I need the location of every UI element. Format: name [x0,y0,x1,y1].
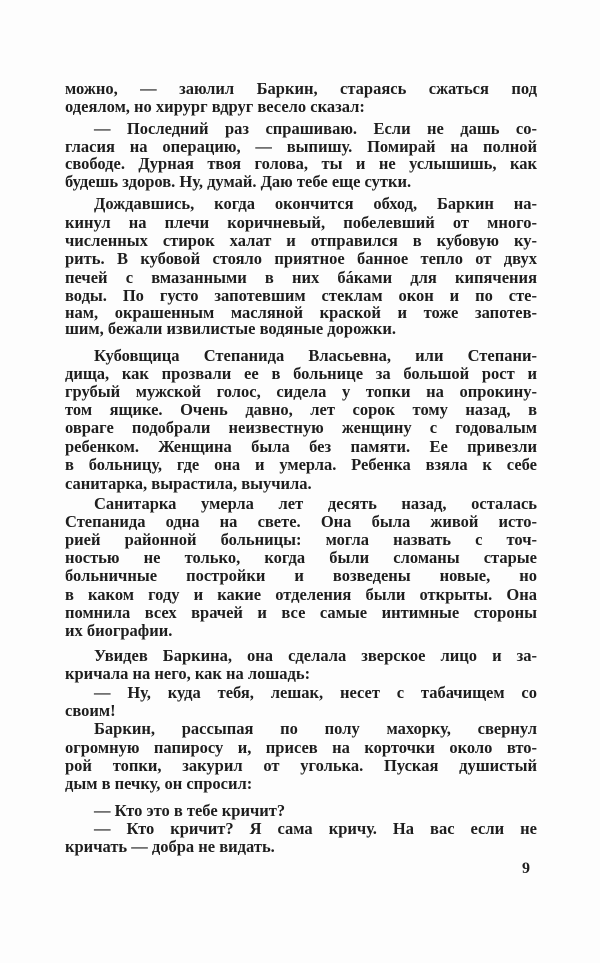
text-line: в больницу, где она и умерла. Ребенка взяла к себе [65,455,537,474]
text-line: своим! [65,701,116,720]
text-line: овраге подобрали неизвестную женщину с годовалым [65,418,537,437]
text-line: больничные постройки и возведены новые, но [65,566,537,585]
text-line: огромную папиросу и, присев на корточки около вто- [65,738,537,757]
text-line: будешь здоров. Ну, думай. Даю тебе еще сутки. [65,172,412,191]
text-line: — Последний раз спрашиваю. Если не дашь со- [94,119,537,138]
text-line: — Кто это в тебе кричит? [94,801,286,820]
text-line: численных стирок халат и отправился в кубовую ку- [65,231,537,250]
text-line: Санитарка умерла лет десять назад, осталась [94,494,537,513]
text-line: кричала на него, как на лошадь: [65,664,311,683]
text-line: в каком году и какие отделения были открыты. Она [65,585,537,604]
text-line: — Ну, куда тебя, лешак, несет с табачищем со [94,683,537,702]
text-line: кричать — добра не видать. [65,837,275,856]
text-line: гласия на операцию, — выпишу. Помирай на полной [65,137,537,156]
text-line: кинул на плечи коричневый, побелевший от много- [65,213,537,232]
page-number: 9 [522,860,530,877]
text-line: грубый мужской голос, сидела у топки на опрокину- [65,382,537,401]
text-line: печей с вмазанными в них бáками для кипячения [65,268,537,287]
text-line: Степанида одна на свете. Она была живой исто- [65,512,537,531]
text-line: шим, бежали извилистые водяные дорожки. [65,319,397,338]
text-line: том ящике. Очень давно, лет сорок тому назад, в [65,400,537,419]
text-line: Дождавшись, когда окончится обход, Баркин на- [94,194,537,213]
text-line: ребенком. Женщина была без памяти. Ее привезли [65,437,537,456]
text-line: одеялом, но хирург вдруг весело сказал: [65,97,365,116]
text-line: их биографии. [65,621,173,640]
text-line: помнила всех врачей и все самые интимные стороны [65,603,537,622]
text-line: рой топки, закурил от уголька. Пуская душистый [65,756,537,775]
text-line: Кубовщица Степанида Власьевна, или Степани- [94,346,537,365]
text-line: можно, — заюлил Баркин, стараясь сжаться под [65,79,537,98]
text-line: нам, окрашенным масляной краской и тоже запотев- [65,303,537,322]
text-line: Баркин, рассыпая по полу махорку, свернул [94,719,537,738]
text-line: санитарка, вырастила, выучила. [65,474,312,493]
text-line: дища, как прозвали ее в больнице за большой рост и [65,364,537,383]
text-line: свободе. Дурная твоя голова, ты и не услышишь, как [65,154,537,173]
text-line: — Кто кричит? Я сама кричу. На вас если не [94,819,537,838]
text-line: Увидев Баркина, она сделала зверское лицо и за- [94,646,537,665]
text-line: дым в печку, он спросил: [65,774,253,793]
text-line: рить. В кубовой стояло приятное банное тепло от двух [65,249,537,268]
text-line: воды. По густо запотевшим стеклам окон и по сте- [65,286,537,305]
text-line: рией районной больницы: могла назвать с точ- [65,530,537,549]
text-line: ностью не только, когда были сломаны старые [65,548,537,567]
